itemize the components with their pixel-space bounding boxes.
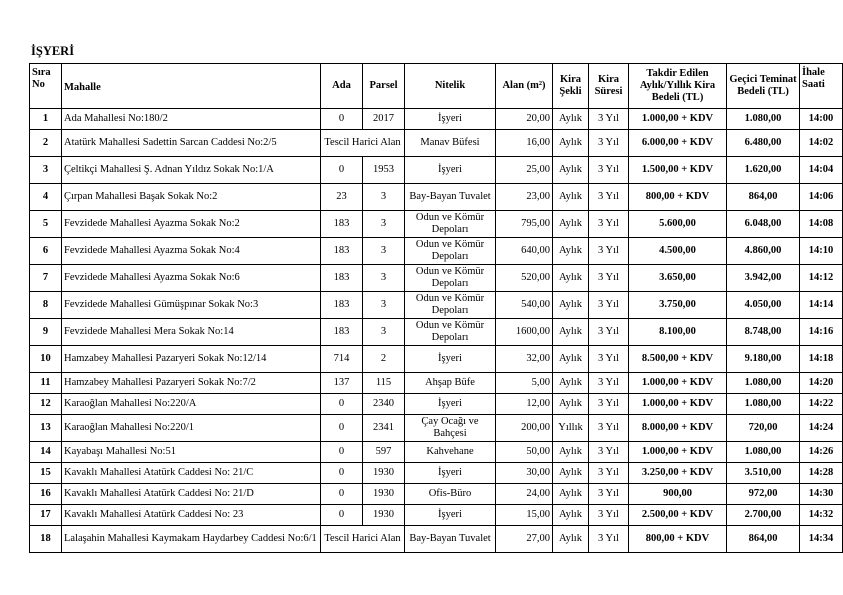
cell-nitelik: Bay-Bayan Tuvalet [405, 184, 496, 211]
cell-kira-suresi: 3 Yıl [589, 211, 629, 238]
cell-ada: 183 [321, 211, 363, 238]
cell-sira-no: 18 [30, 526, 62, 553]
cell-kira-sekli: Aylık [553, 463, 589, 484]
cell-kira-suresi: 3 Yıl [589, 265, 629, 292]
header-row [30, 64, 843, 109]
cell-takdir-bedeli: 2.500,00 + KDV [629, 505, 727, 526]
cell-sira-no: 13 [30, 415, 62, 442]
cell-kira-suresi: 3 Yıl [589, 463, 629, 484]
cell-mahalle: Karaoğlan Mahallesi No:220/A [62, 394, 321, 415]
cell-parsel: 3 [363, 319, 405, 346]
cell-kira-sekli: Aylık [553, 394, 589, 415]
cell-sira-no: 8 [30, 292, 62, 319]
cell-teminat-bedeli: 864,00 [727, 526, 800, 553]
header-parsel: Parsel [363, 64, 405, 109]
cell-nitelik: İşyeri [405, 157, 496, 184]
cell-ada: 0 [321, 505, 363, 526]
cell-ada-parsel: Tescil Harici Alan [321, 526, 405, 553]
cell-kira-sekli: Aylık [553, 319, 589, 346]
cell-sira-no: 14 [30, 442, 62, 463]
cell-nitelik: Odun ve Kömür Depoları [405, 265, 496, 292]
cell-ada: 23 [321, 184, 363, 211]
header-ada: Ada [321, 64, 363, 109]
cell-kira-sekli: Aylık [553, 265, 589, 292]
cell-alan: 50,00 [496, 442, 553, 463]
cell-parsel: 3 [363, 265, 405, 292]
table-row [30, 415, 843, 442]
cell-alan: 16,00 [496, 130, 553, 157]
cell-nitelik: Odun ve Kömür Depoları [405, 292, 496, 319]
cell-mahalle: Hamzabey Mahallesi Pazaryeri Sokak No:12/14 [62, 346, 321, 373]
cell-kira-sekli: Aylık [553, 442, 589, 463]
cell-takdir-bedeli: 800,00 + KDV [629, 526, 727, 553]
cell-nitelik: Odun ve Kömür Depoları [405, 211, 496, 238]
cell-kira-suresi: 3 Yıl [589, 184, 629, 211]
table-row [30, 292, 843, 319]
cell-alan: 25,00 [496, 157, 553, 184]
table-row [30, 346, 843, 373]
cell-teminat-bedeli: 9.180,00 [727, 346, 800, 373]
cell-ihale-saati: 14:32 [800, 505, 843, 526]
cell-teminat-bedeli: 2.700,00 [727, 505, 800, 526]
cell-parsel: 3 [363, 292, 405, 319]
cell-alan: 24,00 [496, 484, 553, 505]
cell-nitelik: İşyeri [405, 346, 496, 373]
cell-ihale-saati: 14:34 [800, 526, 843, 553]
cell-ihale-saati: 14:16 [800, 319, 843, 346]
cell-takdir-bedeli: 8.100,00 [629, 319, 727, 346]
cell-ihale-saati: 14:30 [800, 484, 843, 505]
cell-alan: 540,00 [496, 292, 553, 319]
cell-kira-suresi: 3 Yıl [589, 319, 629, 346]
cell-sira-no: 11 [30, 373, 62, 394]
cell-mahalle: Çeltikçi Mahallesi Ş. Adnan Yıldız Sokak No:1/A [62, 157, 321, 184]
cell-ihale-saati: 14:18 [800, 346, 843, 373]
cell-kira-sekli: Aylık [553, 505, 589, 526]
table-row [30, 319, 843, 346]
cell-teminat-bedeli: 3.942,00 [727, 265, 800, 292]
page-title: İŞYERİ [31, 44, 75, 58]
cell-nitelik: İşyeri [405, 505, 496, 526]
cell-mahalle: Karaoğlan Mahallesi No:220/1 [62, 415, 321, 442]
cell-teminat-bedeli: 1.620,00 [727, 157, 800, 184]
cell-kira-suresi: 3 Yıl [589, 415, 629, 442]
cell-takdir-bedeli: 1.500,00 + KDV [629, 157, 727, 184]
cell-alan: 30,00 [496, 463, 553, 484]
cell-alan: 200,00 [496, 415, 553, 442]
cell-takdir-bedeli: 800,00 + KDV [629, 184, 727, 211]
cell-takdir-bedeli: 8.000,00 + KDV [629, 415, 727, 442]
cell-nitelik: İşyeri [405, 394, 496, 415]
cell-ihale-saati: 14:26 [800, 442, 843, 463]
cell-kira-suresi: 3 Yıl [589, 442, 629, 463]
cell-nitelik: İşyeri [405, 463, 496, 484]
cell-ada: 137 [321, 373, 363, 394]
table-row [30, 484, 843, 505]
cell-sira-no: 9 [30, 319, 62, 346]
cell-mahalle: Kayabaşı Mahallesi No:51 [62, 442, 321, 463]
cell-ada: 0 [321, 415, 363, 442]
cell-kira-suresi: 3 Yıl [589, 526, 629, 553]
cell-sira-no: 1 [30, 109, 62, 130]
cell-kira-sekli: Yıllık [553, 415, 589, 442]
cell-kira-suresi: 3 Yıl [589, 373, 629, 394]
cell-ihale-saati: 14:28 [800, 463, 843, 484]
header-nitelik: Nitelik [405, 64, 496, 109]
cell-sira-no: 7 [30, 265, 62, 292]
cell-alan: 27,00 [496, 526, 553, 553]
cell-teminat-bedeli: 864,00 [727, 184, 800, 211]
cell-nitelik: Odun ve Kömür Depoları [405, 238, 496, 265]
cell-kira-sekli: Aylık [553, 484, 589, 505]
cell-kira-suresi: 3 Yıl [589, 238, 629, 265]
cell-mahalle: Çırpan Mahallesi Başak Sokak No:2 [62, 184, 321, 211]
cell-nitelik: Ahşap Büfe [405, 373, 496, 394]
cell-takdir-bedeli: 6.000,00 + KDV [629, 130, 727, 157]
cell-takdir-bedeli: 3.750,00 [629, 292, 727, 319]
cell-mahalle: Fevzidede Mahallesi Gümüşpınar Sokak No:3 [62, 292, 321, 319]
cell-takdir-bedeli: 1.000,00 + KDV [629, 373, 727, 394]
cell-ihale-saati: 14:24 [800, 415, 843, 442]
cell-kira-suresi: 3 Yıl [589, 292, 629, 319]
cell-ihale-saati: 14:04 [800, 157, 843, 184]
header-teminat: Geçici Teminat Bedeli (TL) [727, 64, 800, 109]
cell-ada-parsel: Tescil Harici Alan [321, 130, 405, 157]
cell-alan: 520,00 [496, 265, 553, 292]
cell-kira-suresi: 3 Yıl [589, 346, 629, 373]
cell-ada: 0 [321, 109, 363, 130]
table-row [30, 184, 843, 211]
cell-ada: 0 [321, 484, 363, 505]
cell-takdir-bedeli: 4.500,00 [629, 238, 727, 265]
cell-takdir-bedeli: 1.000,00 + KDV [629, 109, 727, 130]
table-row [30, 463, 843, 484]
cell-kira-sekli: Aylık [553, 292, 589, 319]
cell-kira-suresi: 3 Yıl [589, 109, 629, 130]
cell-ada: 0 [321, 157, 363, 184]
cell-kira-sekli: Aylık [553, 109, 589, 130]
cell-ihale-saati: 14:20 [800, 373, 843, 394]
header-mahalle: Mahalle [62, 64, 321, 109]
cell-parsel: 115 [363, 373, 405, 394]
cell-mahalle: Kavaklı Mahallesi Atatürk Caddesi No: 21/C [62, 463, 321, 484]
cell-teminat-bedeli: 3.510,00 [727, 463, 800, 484]
cell-mahalle: Ada Mahallesi No:180/2 [62, 109, 321, 130]
cell-teminat-bedeli: 6.480,00 [727, 130, 800, 157]
header-takdir: Takdir Edilen Aylık/Yıllık Kira Bedeli (TL) [629, 64, 727, 109]
cell-ihale-saati: 14:14 [800, 292, 843, 319]
cell-teminat-bedeli: 1.080,00 [727, 373, 800, 394]
cell-ihale-saati: 14:22 [800, 394, 843, 415]
cell-parsel: 1953 [363, 157, 405, 184]
cell-kira-sekli: Aylık [553, 184, 589, 211]
cell-sira-no: 2 [30, 130, 62, 157]
cell-mahalle: Lalaşahin Mahallesi Kaymakam Haydarbey Caddesi No:6/1 [62, 526, 321, 553]
cell-sira-no: 3 [30, 157, 62, 184]
cell-sira-no: 16 [30, 484, 62, 505]
cell-teminat-bedeli: 1.080,00 [727, 394, 800, 415]
cell-mahalle: Kavaklı Mahallesi Atatürk Caddesi No: 21/D [62, 484, 321, 505]
cell-parsel: 2340 [363, 394, 405, 415]
cell-mahalle: Fevzidede Mahallesi Ayazma Sokak No:6 [62, 265, 321, 292]
cell-nitelik: Kahvehane [405, 442, 496, 463]
header-kira-sekli: Kira Şekli [553, 64, 589, 109]
cell-kira-suresi: 3 Yıl [589, 157, 629, 184]
table-row [30, 442, 843, 463]
table-row [30, 238, 843, 265]
header-kira-suresi: Kira Süresi [589, 64, 629, 109]
table-row [30, 130, 843, 157]
cell-takdir-bedeli: 3.650,00 [629, 265, 727, 292]
cell-nitelik: Bay-Bayan Tuvalet [405, 526, 496, 553]
cell-ada: 0 [321, 394, 363, 415]
cell-takdir-bedeli: 8.500,00 + KDV [629, 346, 727, 373]
header-ihale-saati: İhale Saati [800, 64, 843, 109]
cell-teminat-bedeli: 720,00 [727, 415, 800, 442]
cell-alan: 640,00 [496, 238, 553, 265]
cell-alan: 1600,00 [496, 319, 553, 346]
cell-kira-sekli: Aylık [553, 130, 589, 157]
cell-teminat-bedeli: 4.860,00 [727, 238, 800, 265]
cell-alan: 23,00 [496, 184, 553, 211]
cell-teminat-bedeli: 8.748,00 [727, 319, 800, 346]
cell-takdir-bedeli: 3.250,00 + KDV [629, 463, 727, 484]
cell-parsel: 2 [363, 346, 405, 373]
table-row [30, 265, 843, 292]
cell-parsel: 2341 [363, 415, 405, 442]
cell-kira-sekli: Aylık [553, 373, 589, 394]
cell-ihale-saati: 14:08 [800, 211, 843, 238]
cell-nitelik: İşyeri [405, 109, 496, 130]
table-row [30, 211, 843, 238]
cell-sira-no: 5 [30, 211, 62, 238]
table-row [30, 394, 843, 415]
table-row [30, 109, 843, 130]
cell-ihale-saati: 14:02 [800, 130, 843, 157]
cell-mahalle: Fevzidede Mahallesi Ayazma Sokak No:2 [62, 211, 321, 238]
cell-kira-sekli: Aylık [553, 526, 589, 553]
table-row [30, 373, 843, 394]
cell-alan: 795,00 [496, 211, 553, 238]
cell-nitelik: Manav Büfesi [405, 130, 496, 157]
cell-parsel: 2017 [363, 109, 405, 130]
cell-ada: 0 [321, 442, 363, 463]
cell-sira-no: 15 [30, 463, 62, 484]
cell-teminat-bedeli: 6.048,00 [727, 211, 800, 238]
table-row [30, 526, 843, 553]
cell-ada: 183 [321, 265, 363, 292]
cell-mahalle: Hamzabey Mahallesi Pazaryeri Sokak No:7/2 [62, 373, 321, 394]
header-alan: Alan (m²) [496, 64, 553, 109]
cell-kira-suresi: 3 Yıl [589, 505, 629, 526]
cell-alan: 5,00 [496, 373, 553, 394]
cell-teminat-bedeli: 4.050,00 [727, 292, 800, 319]
cell-sira-no: 10 [30, 346, 62, 373]
cell-ihale-saati: 14:10 [800, 238, 843, 265]
cell-parsel: 3 [363, 184, 405, 211]
cell-ada: 714 [321, 346, 363, 373]
cell-kira-sekli: Aylık [553, 157, 589, 184]
cell-kira-sekli: Aylık [553, 211, 589, 238]
cell-alan: 20,00 [496, 109, 553, 130]
cell-sira-no: 6 [30, 238, 62, 265]
cell-teminat-bedeli: 1.080,00 [727, 442, 800, 463]
cell-parsel: 1930 [363, 505, 405, 526]
table-row [30, 157, 843, 184]
cell-nitelik: Ofis-Büro [405, 484, 496, 505]
cell-kira-suresi: 3 Yıl [589, 130, 629, 157]
cell-parsel: 1930 [363, 463, 405, 484]
cell-alan: 12,00 [496, 394, 553, 415]
cell-kira-sekli: Aylık [553, 238, 589, 265]
table-row [30, 505, 843, 526]
cell-parsel: 3 [363, 211, 405, 238]
cell-mahalle: Fevzidede Mahallesi Ayazma Sokak No:4 [62, 238, 321, 265]
cell-sira-no: 17 [30, 505, 62, 526]
cell-parsel: 597 [363, 442, 405, 463]
cell-nitelik: Odun ve Kömür Depoları [405, 319, 496, 346]
cell-mahalle: Kavaklı Mahallesi Atatürk Caddesi No: 23 [62, 505, 321, 526]
cell-sira-no: 12 [30, 394, 62, 415]
cell-ada: 183 [321, 238, 363, 265]
cell-kira-suresi: 3 Yıl [589, 484, 629, 505]
cell-teminat-bedeli: 1.080,00 [727, 109, 800, 130]
header-sira: Sıra No [30, 64, 62, 109]
cell-mahalle: Fevzidede Mahallesi Mera Sokak No:14 [62, 319, 321, 346]
lease-table [29, 63, 843, 553]
cell-teminat-bedeli: 972,00 [727, 484, 800, 505]
cell-nitelik: Çay Ocağı ve Bahçesi [405, 415, 496, 442]
cell-alan: 32,00 [496, 346, 553, 373]
cell-parsel: 1930 [363, 484, 405, 505]
cell-kira-sekli: Aylık [553, 346, 589, 373]
cell-takdir-bedeli: 1.000,00 + KDV [629, 442, 727, 463]
cell-takdir-bedeli: 900,00 [629, 484, 727, 505]
cell-ihale-saati: 14:12 [800, 265, 843, 292]
cell-kira-suresi: 3 Yıl [589, 394, 629, 415]
cell-parsel: 3 [363, 238, 405, 265]
cell-ihale-saati: 14:06 [800, 184, 843, 211]
cell-ihale-saati: 14:00 [800, 109, 843, 130]
cell-alan: 15,00 [496, 505, 553, 526]
cell-ada: 0 [321, 463, 363, 484]
cell-mahalle: Atatürk Mahallesi Sadettin Sarcan Caddesi No:2/5 [62, 130, 321, 157]
cell-ada: 183 [321, 319, 363, 346]
cell-takdir-bedeli: 1.000,00 + KDV [629, 394, 727, 415]
cell-takdir-bedeli: 5.600,00 [629, 211, 727, 238]
cell-sira-no: 4 [30, 184, 62, 211]
cell-ada: 183 [321, 292, 363, 319]
